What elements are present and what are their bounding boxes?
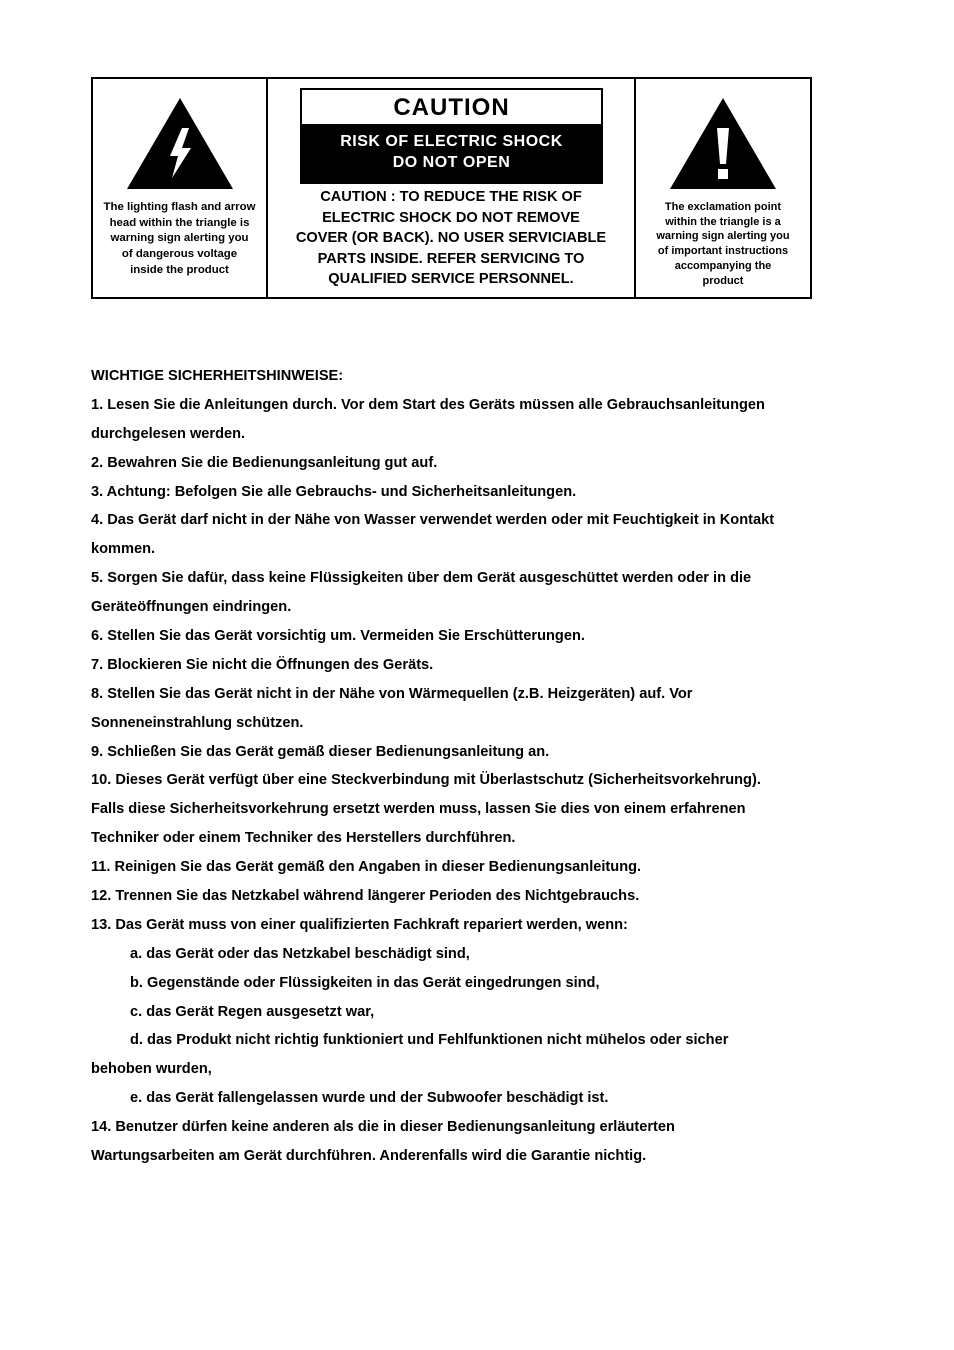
lightning-triangle-icon [93, 96, 266, 195]
instruction-line: 8. Stellen Sie das Gerät nicht in der Nähe von Wärmequellen (z.B. Heizgeräten) auf. Vor [91, 685, 693, 702]
text-line: inside the product [130, 263, 229, 276]
caution-line: QUALIFIED SERVICE PERSONNEL. [328, 271, 574, 288]
text-line: product [702, 274, 744, 287]
instruction-line: kommen. [91, 541, 156, 558]
text-line: The lighting flash and arrow [103, 201, 256, 213]
instruction-line: Wartungsarbeiten am Gerät durchführen. Anderenfalls wird die Garantie nichtig. [91, 1148, 647, 1165]
instruction-line: 10. Dieses Gerät verfügt über eine Steckverbindung mit Überlastschutz (Sicherheitsvorkehrung). [91, 772, 761, 789]
text-line: head within the triangle is [109, 216, 250, 229]
electric-shock-warning-panel [93, 79, 268, 297]
text-line: of important instructions [657, 245, 789, 258]
instruction-line: 9. Schließen Sie das Gerät gemäß dieser Bedienungsanleitung an. [91, 743, 550, 760]
important-instructions-panel [636, 79, 810, 297]
caution-panel [268, 79, 636, 297]
instruction-line: 12. Trennen Sie das Netzkabel während längerer Perioden des Nichtgebrauchs. [91, 888, 640, 905]
instruction-line: 4. Das Gerät darf nicht in der Nähe von Wasser verwendet werden oder mit Feuchtigkeit in Kontakt [91, 512, 775, 529]
instruction-line: Geräteöffnungen eindringen. [91, 599, 292, 616]
instruction-line: 3. Achtung: Befolgen Sie alle Gebrauchs- und Sicherheitsanleitungen. [91, 483, 577, 500]
sub-instruction-line: c. das Gerät Regen ausgesetzt war, [130, 1003, 375, 1020]
safety-heading: WICHTIGE SICHERHEITSHINWEISE: [91, 368, 344, 384]
instruction-line: Sonneneinstrahlung schützen. [91, 714, 304, 731]
banner-line: DO NOT OPEN [392, 154, 511, 171]
exclamation-triangle-icon [636, 96, 810, 195]
caution-title: CAUTION [393, 94, 510, 121]
instruction-line: 6. Stellen Sie das Gerät vorsichtig um. Vermeiden Sie Erschütterungen. [91, 628, 585, 645]
instruction-line: Techniker oder einem Techniker des Herstellers durchführen. [91, 830, 516, 847]
text-line: The exclamation point [664, 201, 782, 213]
text-line: warning sign alerting you [110, 232, 249, 245]
text-line: warning sign alerting you [656, 230, 790, 243]
instruction-line: Falls diese Sicherheitsvorkehrung ersetzt werden muss, lassen Sie dies von einem erfahrenen [91, 801, 746, 818]
instruction-line: 7. Blockieren Sie nicht die Öffnungen des Geräts. [91, 656, 434, 673]
caution-line: ELECTRIC SHOCK DO NOT REMOVE [322, 209, 580, 226]
text-line: accompanying the [674, 259, 772, 272]
sub-instruction-line: d. das Produkt nicht richtig funktioniert und Fehlfunktionen nicht mühelos oder sicher [130, 1032, 729, 1049]
instruction-line: durchgelesen werden. [91, 425, 246, 442]
instruction-line: 5. Sorgen Sie dafür, dass keine Flüssigkeiten über dem Gerät ausgeschüttet werden oder in die [91, 570, 752, 587]
lightning-explanation [95, 200, 264, 279]
caution-line: CAUTION : TO REDUCE THE RISK OF [320, 189, 582, 205]
safety-instructions [91, 362, 851, 1171]
instruction-line: 13. Das Gerät muss von einer qualifizierten Fachkraft repariert werden, wenn: [91, 916, 628, 933]
sub-instruction-line: b. Gegenstände oder Flüssigkeiten in das Gerät eingedrungen sind, [130, 974, 600, 991]
sub-instruction-line: e. das Gerät fallengelassen wurde und der Subwoofer beschädigt ist. [130, 1090, 609, 1107]
caution-label [91, 77, 812, 299]
text-line: within the triangle is a [665, 215, 781, 228]
instruction-line: 14. Benutzer dürfen keine anderen als die in dieser Bedienungsanleitung erläuterten [91, 1119, 675, 1136]
caution-line: PARTS INSIDE. REFER SERVICING TO [317, 250, 585, 267]
caution-line: COVER (OR BACK). NO USER SERVICIABLE [295, 230, 607, 247]
shock-warning-banner [302, 124, 601, 182]
banner-line: RISK OF ELECTRIC SHOCK [340, 133, 563, 150]
caution-instructions [270, 187, 632, 290]
text-line: of dangerous voltage [121, 248, 238, 261]
caution-header [300, 88, 603, 184]
instruction-line: 11. Reinigen Sie das Gerät gemäß den Angaben in dieser Bedienungsanleitung. [91, 859, 642, 876]
sub-instruction-line: a. das Gerät oder das Netzkabel beschädigt sind, [130, 945, 470, 962]
exclamation-explanation [638, 200, 808, 288]
instruction-line: 2. Bewahren Sie die Bedienungsanleitung gut auf. [91, 454, 438, 471]
instruction-line: behoben wurden, [91, 1061, 212, 1078]
instruction-line: 1. Lesen Sie die Anleitungen durch. Vor dem Start des Geräts müssen alle Gebrauchsanleitungen [91, 396, 765, 413]
